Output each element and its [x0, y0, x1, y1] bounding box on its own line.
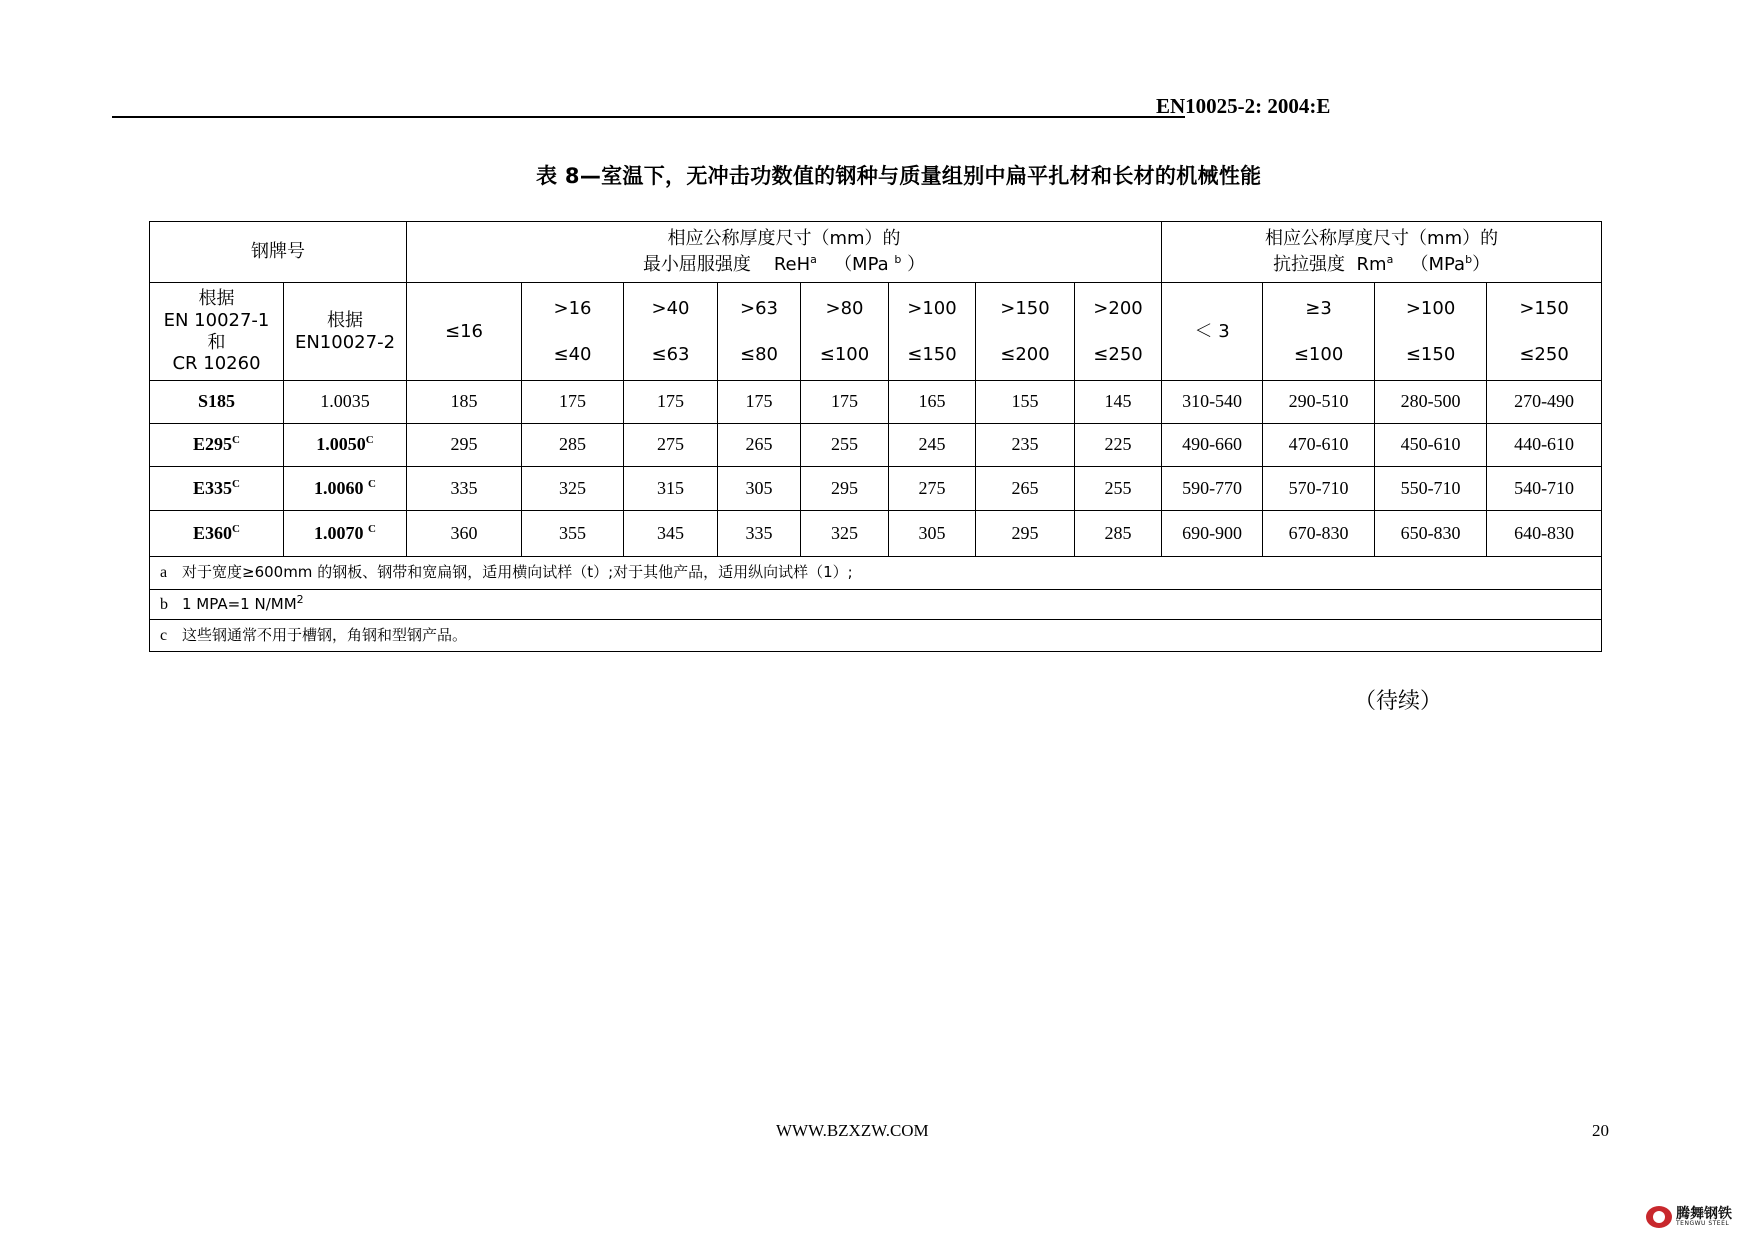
grade-name: S185 — [150, 381, 284, 424]
footnote-row — [150, 590, 1602, 620]
yield-range-header: >63 ≤80 — [718, 283, 801, 381]
tensile-value: 640-830 — [1487, 511, 1602, 557]
grade-number: 1.0035 — [284, 381, 407, 424]
tensile-value: 440-610 — [1487, 424, 1602, 467]
yield-value: 255 — [801, 424, 889, 467]
yield-value: 305 — [718, 467, 801, 511]
grade-number: $1.0050^C$ — [284, 424, 407, 467]
mechanical-properties-table — [149, 221, 1602, 652]
footnote-b: b 1 MPA=1 $N/MM^2$ — [150, 590, 1602, 620]
yield-value: 235 — [976, 424, 1075, 467]
yield-value: 305 — [889, 511, 976, 557]
footnote-row — [150, 557, 1602, 590]
yield-value: 175 — [718, 381, 801, 424]
yield-value: 355 — [522, 511, 624, 557]
yield-range-header: >200 ≤250 — [1075, 283, 1162, 381]
grade-header: 钢牌号 — [150, 222, 407, 283]
yield-value: 245 — [889, 424, 976, 467]
yield-value: 225 — [1075, 424, 1162, 467]
footnote-a: a 对于宽度≥600mm 的钢板、钢带和宽扁钢，适用横向试样（t）;对于其他产品，适用纵向试样（1）; — [150, 557, 1602, 590]
yield-value: 155 — [976, 381, 1075, 424]
tensile-value: 670-830 — [1263, 511, 1375, 557]
en10027-2-header: 根据 EN10027-2 — [284, 283, 407, 381]
tensile-value: 270-490 — [1487, 381, 1602, 424]
tensile-value: 690-900 — [1162, 511, 1263, 557]
yield-value: 145 — [1075, 381, 1162, 424]
footnote-c: c 这些钢通常不用于槽钢，角钢和型钢产品。 — [150, 620, 1602, 652]
yield-range-header: >80 ≤100 — [801, 283, 889, 381]
yield-value: 335 — [718, 511, 801, 557]
yield-value: 325 — [522, 467, 624, 511]
yield-value: 360 — [407, 511, 522, 557]
yield-value: 185 — [407, 381, 522, 424]
tensile-range-header: ≥3 ≤100 — [1263, 283, 1375, 381]
en10027-1-header: 根据 EN 10027-1 和 CR 10260 — [150, 283, 284, 381]
tensile-value: 540-710 — [1487, 467, 1602, 511]
tensile-range-header: >150 ≤250 — [1487, 283, 1602, 381]
yield-value: 325 — [801, 511, 889, 557]
tensile-value: 570-710 — [1263, 467, 1375, 511]
table-row — [150, 381, 1602, 424]
yield-range-header: >150 ≤200 — [976, 283, 1075, 381]
tensile-value: 650-830 — [1375, 511, 1487, 557]
yield-strength-header: 相应公称厚度尺寸（mm）的 最小屈服强度 ReH$^a$ （MPa $^b$ ） — [407, 222, 1162, 283]
grade-number: 1.0060 $^C$ — [284, 467, 407, 511]
tensile-value: 470-610 — [1263, 424, 1375, 467]
yield-value: 175 — [624, 381, 718, 424]
yield-range-header: ≤16 — [407, 283, 522, 381]
logo-name: 腾舞钢铁 — [1676, 1206, 1732, 1222]
yield-value: 175 — [801, 381, 889, 424]
table-row — [150, 424, 1602, 467]
yield-range-header: >16 ≤40 — [522, 283, 624, 381]
grade-number: 1.0070 $^C$ — [284, 511, 407, 557]
page-number: 20 — [1592, 1121, 1609, 1140]
tensile-strength-header: 相应公称厚度尺寸（mm）的 抗拉强度 Rm$^a$ （MPa$^b$） — [1162, 222, 1602, 283]
tensile-value: 280-500 — [1375, 381, 1487, 424]
tensile-value: 490-660 — [1162, 424, 1263, 467]
continued-label: （待续） — [1354, 689, 1443, 714]
table-row — [150, 511, 1602, 557]
tensile-value: 590-770 — [1162, 467, 1263, 511]
table-row — [150, 467, 1602, 511]
footer-url: WWW.BZXZW.COM — [776, 1121, 929, 1140]
logo-icon — [1646, 1206, 1672, 1228]
yield-value: 335 — [407, 467, 522, 511]
yield-value: 345 — [624, 511, 718, 557]
tensile-value: 290-510 — [1263, 381, 1375, 424]
tensile-value: 550-710 — [1375, 467, 1487, 511]
yield-value: 275 — [889, 467, 976, 511]
yield-range-header: >100 ≤150 — [889, 283, 976, 381]
tensile-range-header: >100 ≤150 — [1375, 283, 1487, 381]
tensile-value: 310-540 — [1162, 381, 1263, 424]
tensile-range-header: ＜ 3 — [1162, 283, 1263, 381]
yield-value: 295 — [801, 467, 889, 511]
header-row-1 — [150, 222, 1602, 283]
yield-value: 285 — [522, 424, 624, 467]
yield-range-header: >40 ≤63 — [624, 283, 718, 381]
yield-value: 285 — [1075, 511, 1162, 557]
yield-value: 265 — [718, 424, 801, 467]
watermark-logo — [1646, 1206, 1732, 1228]
header-rule — [112, 116, 1185, 118]
yield-value: 315 — [624, 467, 718, 511]
tensile-value: 450-610 — [1375, 424, 1487, 467]
logo-name-en: TENGWU STEEL — [1676, 1220, 1730, 1227]
yield-value: 295 — [407, 424, 522, 467]
grade-name: $E335^C$ — [150, 467, 284, 511]
document-code: EN10025-2: 2004:E — [1156, 94, 1331, 118]
table-title: 表 8—室温下，无冲击功数值的钢种与质量组别中扁平扎材和长材的机械性能 — [536, 164, 1262, 188]
footnote-row — [150, 620, 1602, 652]
header-row-2 — [150, 283, 1602, 381]
grade-name: $E295^C$ — [150, 424, 284, 467]
yield-value: 275 — [624, 424, 718, 467]
yield-value: 175 — [522, 381, 624, 424]
yield-value: 255 — [1075, 467, 1162, 511]
yield-value: 295 — [976, 511, 1075, 557]
yield-value: 165 — [889, 381, 976, 424]
yield-value: 265 — [976, 467, 1075, 511]
grade-name: $E360^C$ — [150, 511, 284, 557]
